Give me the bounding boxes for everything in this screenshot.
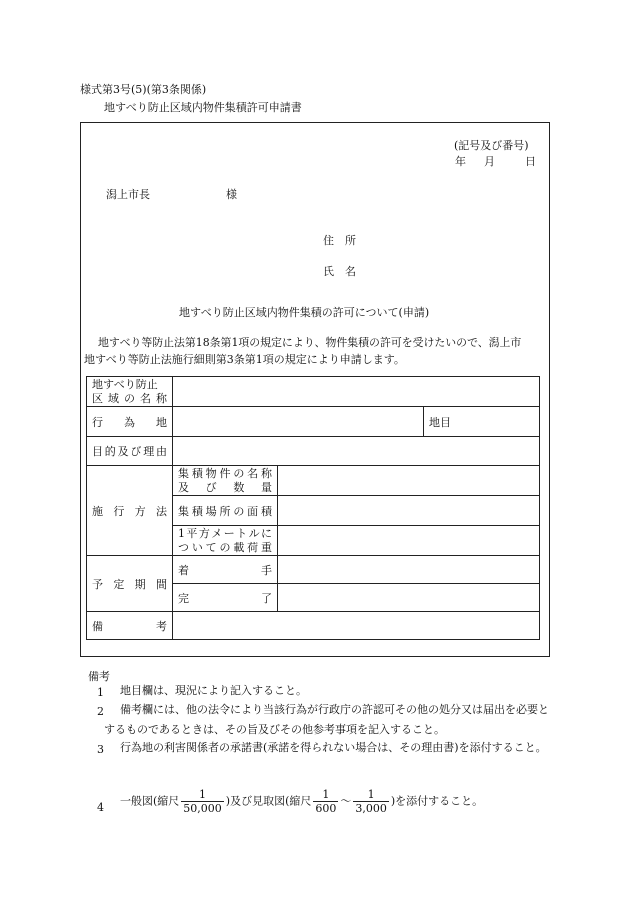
notes-heading: 備考: [88, 670, 110, 683]
body-line-2: 地すべり等防止法施行細則第3条第1項の規定により申請します。: [84, 353, 405, 366]
date-month: 月: [484, 155, 495, 168]
page-title: 地すべり防止区域内物件集積許可申請書: [104, 101, 302, 114]
schedule-label: 予定期間: [87, 556, 173, 612]
finish-field[interactable]: [278, 584, 540, 612]
date-day: 日: [525, 155, 536, 168]
body-line-1: 地すべり等防止法第18条第1項の規定により、物件集積の許可を受けたいので、潟上市: [98, 336, 522, 349]
scale-fraction-sketch-max: $\frac{1}{3,000}$: [355, 788, 387, 815]
load-label: 1平方メートルに ついての載荷重: [173, 526, 278, 556]
note-4-text: [120, 788, 483, 815]
address-label: 住 所: [323, 234, 356, 247]
note-4-part-b: )及び見取図(縮尺: [225, 794, 312, 808]
area-name-label: 地すべり防止 区域の名称: [87, 377, 173, 407]
note-1-number: 1: [97, 686, 104, 699]
start-field[interactable]: [278, 556, 540, 584]
note-2-number: 2: [97, 705, 104, 718]
load-field[interactable]: [278, 526, 540, 556]
name-label: 氏 名: [323, 265, 356, 278]
land-category-cell[interactable]: [424, 407, 540, 437]
note-4-part-c: )を添付すること。: [390, 794, 484, 808]
note-4-part-a: 一般図(縮尺: [120, 794, 180, 808]
note-3-number: 3: [97, 743, 104, 756]
note-2-text: 備考欄には、他の法令により当該行為が行政庁の許認可その他の処分又は届出を必要とするものであるときは、その旨及びその他参考事項を記入すること。: [104, 703, 549, 736]
honorific: 様: [226, 188, 237, 201]
area-size-field[interactable]: [278, 496, 540, 526]
remarks-field[interactable]: [173, 612, 540, 640]
addressee: 潟上市長: [106, 188, 150, 201]
date-year: 年: [455, 155, 466, 168]
method-label: 施行方法: [87, 466, 173, 556]
remarks-label: 備考: [87, 612, 173, 640]
record-number: (記号及び番号): [454, 139, 529, 152]
note-4-number: 4: [97, 801, 104, 814]
scale-fraction-sketch-min: $\frac{1}{600}$: [315, 788, 337, 815]
scale-fraction-general: $\frac{1}{50,000}$: [183, 788, 222, 815]
location-field[interactable]: [173, 407, 424, 437]
subject-line: 地すべり防止区域内物件集積の許可について(申請): [179, 306, 430, 319]
location-label: 行為地: [87, 407, 173, 437]
purpose-label: 目的及び理由: [87, 437, 173, 466]
finish-label: 完了: [173, 584, 278, 612]
item-name-label: 集積物件の名称 及び数量: [173, 466, 278, 496]
start-label: 着手: [173, 556, 278, 584]
note-3-text: 行為地の利害関係者の承諾書(承諾を得られない場合は、その理由書)を添付すること。: [120, 741, 547, 754]
form-number: 様式第3号(5)(第3条関係): [80, 83, 207, 96]
purpose-field[interactable]: [173, 437, 540, 466]
area-name-field[interactable]: [173, 377, 540, 407]
tilde: 〜: [340, 794, 352, 808]
item-name-field[interactable]: [278, 466, 540, 496]
application-table: [86, 376, 540, 640]
area-size-label: 集積場所の面積: [173, 496, 278, 526]
note-1-text: 地目欄は、現況により記入すること。: [120, 684, 307, 697]
land-category-label: 地目: [429, 415, 451, 429]
